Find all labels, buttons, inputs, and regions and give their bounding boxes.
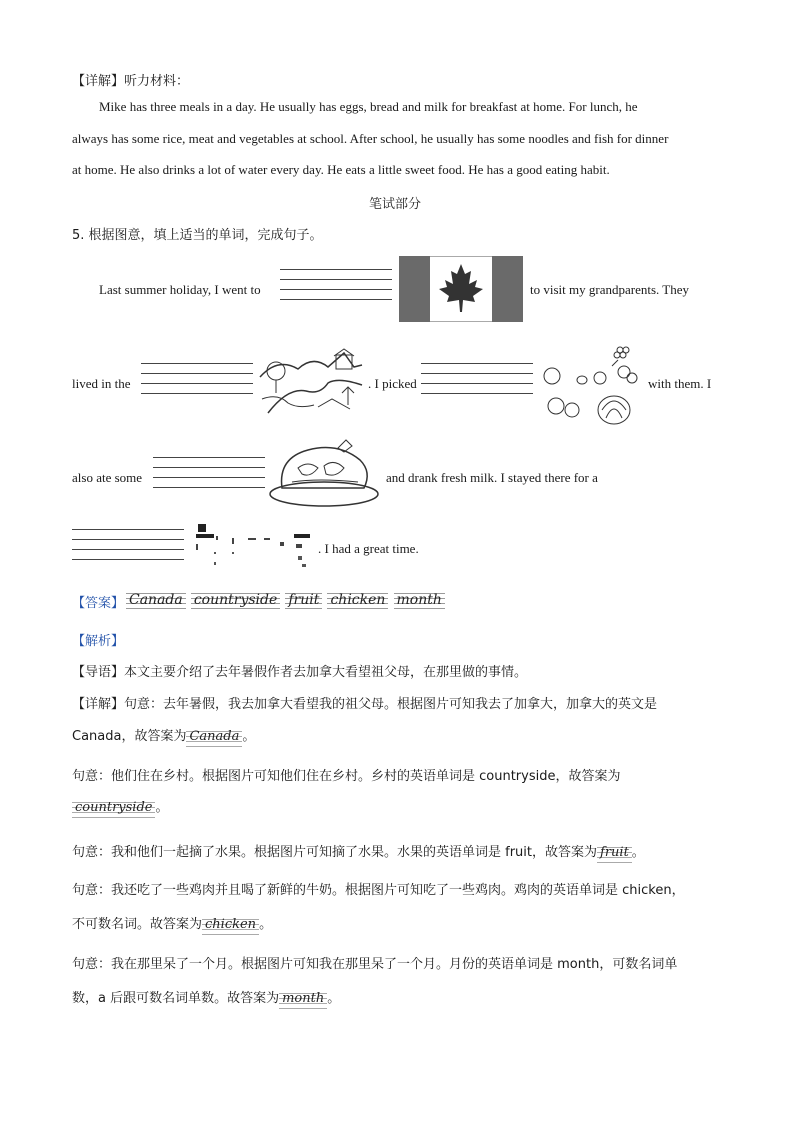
blank-5 <box>72 529 184 569</box>
analysis-label: 【解析】 <box>72 634 125 649</box>
explanation-4-line-1: 句意：我还吃了一些鸡肉并且喝了新鲜的牛奶。根据图片可知吃了一些鸡肉。鸡肉的英语单词是 chicken， <box>72 883 685 898</box>
passage-line-2: always has some rice, meat and vegetables at school. After school, he usually has some noodles and fish for dinner <box>72 131 669 146</box>
answer-4: chicken <box>327 589 388 611</box>
answer-list <box>126 589 445 611</box>
blank-3 <box>421 363 533 403</box>
question-prompt: 5. 根据图意，填上适当的单词，完成句子。 <box>72 228 323 243</box>
explanation-4-line-2: 不可数名词。故答案为 chicken 。 <box>72 913 272 935</box>
sentence-2-end: with them. I <box>648 376 712 391</box>
sentence-2-start: lived in the <box>72 376 131 391</box>
explanation-2-line-1: 句意：他们住在乡村。根据图片可知他们住在乡村。乡村的英语单词是 countryside，故答案为 <box>72 769 621 784</box>
passage-line-3: at home. He also drinks a lot of water every day. He eats a little sweet food. He has a good eating habit. <box>72 162 610 177</box>
passage-line-1: Mike has three meals in a day. He usually has eggs, bread and milk for breakfast at home. For lunch, he <box>99 99 638 114</box>
answer-2: countryside <box>191 589 280 611</box>
explanation-5-line-2: 数，a 后跟可数名词单数。故答案为 month 。 <box>72 987 340 1009</box>
canada-flag-image <box>399 256 523 322</box>
inline-answer-3: fruit <box>597 843 632 863</box>
sentence-3-end: and drank fresh milk. I stayed there for a <box>386 470 598 485</box>
sentence-1-start: Last summer holiday, I went to <box>99 282 261 297</box>
inline-answer-5: month <box>279 989 327 1009</box>
countryside-image <box>258 347 364 415</box>
blank-4 <box>153 457 265 497</box>
sentence-1-end: to visit my grandparents. They <box>530 282 689 297</box>
sentence-2-mid: . I picked <box>368 376 417 391</box>
inline-answer-4: chicken <box>202 915 259 935</box>
explanation-3: 句意：我和他们一起摘了水果。根据图片可知摘了水果。水果的英语单词是 fruit，故答案为 fruit 。 <box>72 841 645 863</box>
answer-3: fruit <box>285 589 322 611</box>
blank-2 <box>141 363 253 403</box>
detail-heading: 【详解】听力材料： <box>72 74 190 89</box>
answer-5: month <box>394 589 445 611</box>
roast-chicken-image <box>268 438 382 510</box>
blank-1 <box>280 269 392 309</box>
answer-1: Canada <box>126 589 186 611</box>
explanation-5-line-1: 句意：我在那里呆了一个月。根据图片可知我在那里呆了一个月。月份的英语单词是 month，可数名词单 <box>72 957 678 972</box>
sentence-3-start: also ate some <box>72 470 143 485</box>
guide-text: 【导语】本文主要介绍了去年暑假作者去加拿大看望祖父母，在那里做的事情。 <box>72 665 528 680</box>
explanation-2-line-2: countryside 。 <box>72 796 169 818</box>
explanation-1-line-1: 【详解】句意：去年暑假，我去加拿大看望我的祖父母。根据图片可知我去了加拿大，加拿大的英文是 <box>72 697 658 712</box>
inline-answer-2: countryside <box>72 798 155 818</box>
section-title: 笔试部分 <box>369 197 422 212</box>
inline-answer-1: Canada <box>186 727 242 747</box>
sentence-4-end: . I had a great time. <box>318 541 419 556</box>
explanation-1-line-2: Canada，故答案为 Canada 。 <box>72 725 255 747</box>
answer-label: 【答案】 <box>72 596 125 611</box>
fruit-image <box>542 342 642 426</box>
calendar-image <box>194 522 316 570</box>
